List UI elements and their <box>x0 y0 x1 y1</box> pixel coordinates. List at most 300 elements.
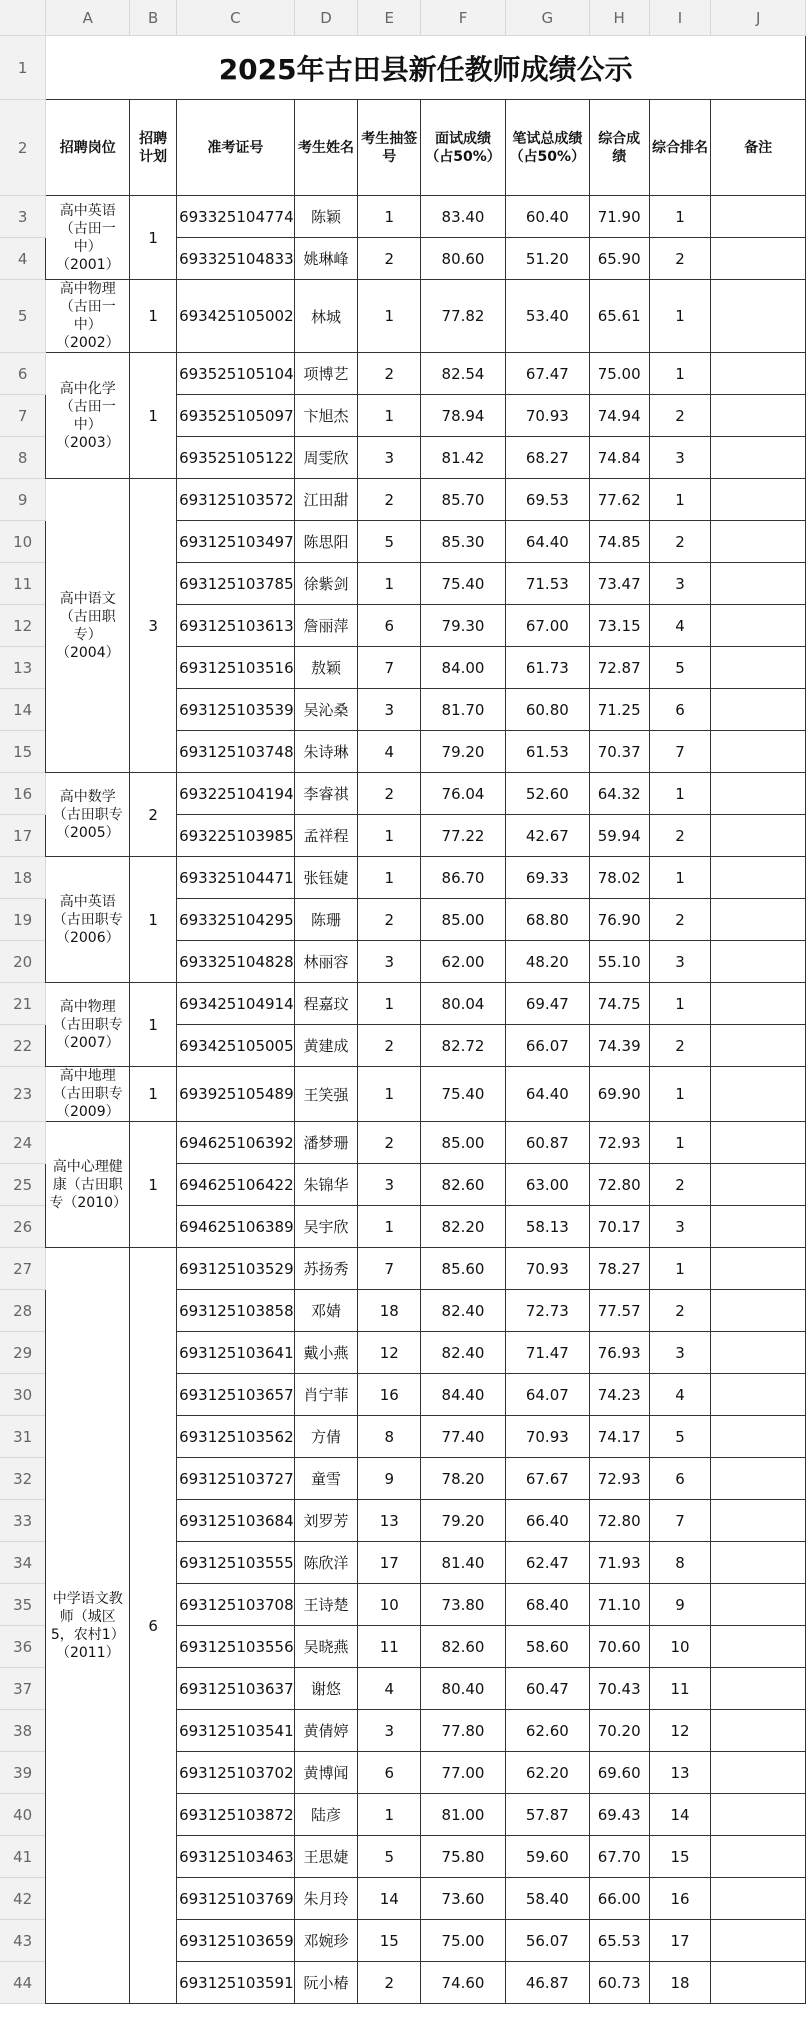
rank-cell[interactable]: 3 <box>649 1332 711 1374</box>
written-score-cell[interactable]: 67.67 <box>505 1458 589 1500</box>
note-cell[interactable] <box>711 605 806 647</box>
interview-score-cell[interactable]: 74.60 <box>421 1962 506 2004</box>
note-cell[interactable] <box>711 1626 806 1668</box>
note-cell[interactable] <box>711 731 806 773</box>
written-score-cell[interactable]: 60.47 <box>505 1668 589 1710</box>
interview-score-cell[interactable]: 75.40 <box>421 563 506 605</box>
row-header[interactable]: 4 <box>0 238 46 280</box>
name-cell[interactable]: 敖颖 <box>294 647 358 689</box>
written-score-cell[interactable]: 64.07 <box>505 1374 589 1416</box>
note-cell[interactable] <box>711 1836 806 1878</box>
draw-number-cell[interactable]: 7 <box>358 647 421 689</box>
rank-cell[interactable]: 5 <box>649 1416 711 1458</box>
row-header[interactable]: 28 <box>0 1290 46 1332</box>
name-cell[interactable]: 黄建成 <box>294 1025 358 1067</box>
total-score-cell[interactable]: 70.20 <box>589 1710 649 1752</box>
exam-id-cell[interactable]: 693125103539 <box>177 689 295 731</box>
exam-id-cell[interactable]: 693425104914 <box>177 983 295 1025</box>
exam-id-cell[interactable]: 693125103702 <box>177 1752 295 1794</box>
plan-cell[interactable]: 6 <box>130 1248 177 2004</box>
row-header[interactable]: 40 <box>0 1794 46 1836</box>
note-cell[interactable] <box>711 1374 806 1416</box>
exam-id-cell[interactable]: 693225104194 <box>177 773 295 815</box>
total-score-cell[interactable]: 76.93 <box>589 1332 649 1374</box>
note-cell[interactable] <box>711 563 806 605</box>
note-cell[interactable] <box>711 1164 806 1206</box>
written-score-cell[interactable]: 60.87 <box>505 1122 589 1164</box>
interview-score-cell[interactable]: 82.60 <box>421 1164 506 1206</box>
rank-cell[interactable]: 4 <box>649 1374 711 1416</box>
written-score-cell[interactable]: 66.40 <box>505 1500 589 1542</box>
rank-cell[interactable]: 6 <box>649 689 711 731</box>
rank-cell[interactable]: 2 <box>649 815 711 857</box>
exam-id-cell[interactable]: 693125103858 <box>177 1290 295 1332</box>
written-score-cell[interactable]: 66.07 <box>505 1025 589 1067</box>
exam-id-cell[interactable]: 693325104471 <box>177 857 295 899</box>
plan-cell[interactable]: 1 <box>130 196 177 280</box>
name-cell[interactable]: 詹丽萍 <box>294 605 358 647</box>
exam-id-cell[interactable]: 693125103708 <box>177 1584 295 1626</box>
interview-score-cell[interactable]: 85.00 <box>421 1122 506 1164</box>
draw-number-cell[interactable]: 1 <box>358 1067 421 1122</box>
rank-cell[interactable]: 1 <box>649 196 711 238</box>
exam-id-cell[interactable]: 693525105104 <box>177 353 295 395</box>
draw-number-cell[interactable]: 3 <box>358 437 421 479</box>
row-header[interactable]: 20 <box>0 941 46 983</box>
name-cell[interactable]: 潘梦珊 <box>294 1122 358 1164</box>
post-cell[interactable]: 高中物理（古田一中）（2002） <box>46 280 130 353</box>
post-cell[interactable]: 高中物理（古田职专（2007） <box>46 983 130 1067</box>
exam-id-cell[interactable]: 693125103684 <box>177 1500 295 1542</box>
total-score-cell[interactable]: 55.10 <box>589 941 649 983</box>
interview-score-cell[interactable]: 75.80 <box>421 1836 506 1878</box>
written-score-cell[interactable]: 67.47 <box>505 353 589 395</box>
exam-id-cell[interactable]: 693125103591 <box>177 1962 295 2004</box>
interview-score-cell[interactable]: 86.70 <box>421 857 506 899</box>
exam-id-cell[interactable]: 693125103659 <box>177 1920 295 1962</box>
name-cell[interactable]: 王思婕 <box>294 1836 358 1878</box>
draw-number-cell[interactable]: 2 <box>358 479 421 521</box>
name-cell[interactable]: 黄博闻 <box>294 1752 358 1794</box>
written-score-cell[interactable]: 62.47 <box>505 1542 589 1584</box>
written-score-cell[interactable]: 70.93 <box>505 395 589 437</box>
interview-score-cell[interactable]: 78.20 <box>421 1458 506 1500</box>
total-score-cell[interactable]: 72.80 <box>589 1164 649 1206</box>
rank-cell[interactable]: 1 <box>649 1067 711 1122</box>
rank-cell[interactable]: 9 <box>649 1584 711 1626</box>
name-cell[interactable]: 孟祥程 <box>294 815 358 857</box>
interview-score-cell[interactable]: 85.00 <box>421 899 506 941</box>
interview-score-cell[interactable]: 77.80 <box>421 1710 506 1752</box>
name-cell[interactable]: 吴晓燕 <box>294 1626 358 1668</box>
rank-cell[interactable]: 7 <box>649 731 711 773</box>
rank-cell[interactable]: 2 <box>649 899 711 941</box>
name-cell[interactable]: 吴宇欣 <box>294 1206 358 1248</box>
plan-cell[interactable]: 1 <box>130 1067 177 1122</box>
rank-cell[interactable]: 8 <box>649 1542 711 1584</box>
note-cell[interactable] <box>711 1067 806 1122</box>
written-score-cell[interactable]: 68.40 <box>505 1584 589 1626</box>
interview-score-cell[interactable]: 75.40 <box>421 1067 506 1122</box>
note-cell[interactable] <box>711 1878 806 1920</box>
column-header-e[interactable]: E <box>358 0 421 36</box>
total-score-cell[interactable]: 74.17 <box>589 1416 649 1458</box>
written-score-cell[interactable]: 69.33 <box>505 857 589 899</box>
row-header[interactable]: 27 <box>0 1248 46 1290</box>
interview-score-cell[interactable]: 83.40 <box>421 196 506 238</box>
row-header[interactable]: 31 <box>0 1416 46 1458</box>
draw-number-cell[interactable]: 4 <box>358 1668 421 1710</box>
written-score-cell[interactable]: 58.13 <box>505 1206 589 1248</box>
draw-number-cell[interactable]: 14 <box>358 1878 421 1920</box>
exam-id-cell[interactable]: 693225103985 <box>177 815 295 857</box>
row-header[interactable]: 16 <box>0 773 46 815</box>
name-cell[interactable]: 戴小燕 <box>294 1332 358 1374</box>
name-cell[interactable]: 张钰婕 <box>294 857 358 899</box>
rank-cell[interactable]: 7 <box>649 1500 711 1542</box>
name-cell[interactable]: 王诗楚 <box>294 1584 358 1626</box>
written-score-cell[interactable]: 68.80 <box>505 899 589 941</box>
interview-score-cell[interactable]: 73.80 <box>421 1584 506 1626</box>
row-header[interactable]: 12 <box>0 605 46 647</box>
total-score-cell[interactable]: 72.87 <box>589 647 649 689</box>
note-cell[interactable] <box>711 1710 806 1752</box>
note-cell[interactable] <box>711 689 806 731</box>
name-cell[interactable]: 陈思阳 <box>294 521 358 563</box>
draw-number-cell[interactable]: 5 <box>358 1836 421 1878</box>
exam-id-cell[interactable]: 693425105005 <box>177 1025 295 1067</box>
row-header[interactable]: 43 <box>0 1920 46 1962</box>
name-cell[interactable]: 徐紫剑 <box>294 563 358 605</box>
note-cell[interactable] <box>711 1752 806 1794</box>
name-cell[interactable]: 阮小椿 <box>294 1962 358 2004</box>
exam-id-cell[interactable]: 693125103613 <box>177 605 295 647</box>
exam-id-cell[interactable]: 693325104828 <box>177 941 295 983</box>
note-cell[interactable] <box>711 983 806 1025</box>
post-cell[interactable]: 高中化学（古田一中）（2003） <box>46 353 130 479</box>
name-cell[interactable]: 邓婧 <box>294 1290 358 1332</box>
name-cell[interactable]: 苏扬秀 <box>294 1248 358 1290</box>
exam-id-cell[interactable]: 693325104774 <box>177 196 295 238</box>
column-header-a[interactable]: A <box>46 0 130 36</box>
note-cell[interactable] <box>711 1962 806 2004</box>
total-score-cell[interactable]: 71.10 <box>589 1584 649 1626</box>
row-header[interactable]: 26 <box>0 1206 46 1248</box>
select-all-corner[interactable] <box>0 0 46 36</box>
rank-cell[interactable]: 1 <box>649 1248 711 1290</box>
note-cell[interactable] <box>711 353 806 395</box>
draw-number-cell[interactable]: 2 <box>358 353 421 395</box>
rank-cell[interactable]: 3 <box>649 563 711 605</box>
exam-id-cell[interactable]: 693125103497 <box>177 521 295 563</box>
column-header-b[interactable]: B <box>130 0 177 36</box>
total-score-cell[interactable]: 70.17 <box>589 1206 649 1248</box>
exam-id-cell[interactable]: 693425105002 <box>177 280 295 353</box>
name-cell[interactable]: 童雪 <box>294 1458 358 1500</box>
interview-score-cell[interactable]: 73.60 <box>421 1878 506 1920</box>
interview-score-cell[interactable]: 75.00 <box>421 1920 506 1962</box>
total-score-cell[interactable]: 75.00 <box>589 353 649 395</box>
rank-cell[interactable]: 2 <box>649 1025 711 1067</box>
column-header-d[interactable]: D <box>294 0 358 36</box>
rank-cell[interactable]: 12 <box>649 1710 711 1752</box>
row-header[interactable]: 37 <box>0 1668 46 1710</box>
total-score-cell[interactable]: 69.90 <box>589 1067 649 1122</box>
name-cell[interactable]: 程嘉玟 <box>294 983 358 1025</box>
total-score-cell[interactable]: 72.93 <box>589 1122 649 1164</box>
written-score-cell[interactable]: 58.60 <box>505 1626 589 1668</box>
column-header-j[interactable]: J <box>711 0 806 36</box>
interview-score-cell[interactable]: 76.04 <box>421 773 506 815</box>
written-score-cell[interactable]: 42.67 <box>505 815 589 857</box>
plan-cell[interactable]: 1 <box>130 353 177 479</box>
written-score-cell[interactable]: 60.80 <box>505 689 589 731</box>
interview-score-cell[interactable]: 81.42 <box>421 437 506 479</box>
column-title[interactable]: 综合排名 <box>649 100 711 196</box>
total-score-cell[interactable]: 73.15 <box>589 605 649 647</box>
note-cell[interactable] <box>711 647 806 689</box>
name-cell[interactable]: 黄倩婷 <box>294 1710 358 1752</box>
rank-cell[interactable]: 11 <box>649 1668 711 1710</box>
plan-cell[interactable]: 1 <box>130 983 177 1067</box>
written-score-cell[interactable]: 62.20 <box>505 1752 589 1794</box>
note-cell[interactable] <box>711 1920 806 1962</box>
exam-id-cell[interactable]: 694625106392 <box>177 1122 295 1164</box>
row-header[interactable]: 13 <box>0 647 46 689</box>
note-cell[interactable] <box>711 1542 806 1584</box>
name-cell[interactable]: 王笑强 <box>294 1067 358 1122</box>
rank-cell[interactable]: 4 <box>649 605 711 647</box>
exam-id-cell[interactable]: 693125103556 <box>177 1626 295 1668</box>
rank-cell[interactable]: 14 <box>649 1794 711 1836</box>
note-cell[interactable] <box>711 238 806 280</box>
exam-id-cell[interactable]: 693125103641 <box>177 1332 295 1374</box>
rank-cell[interactable]: 2 <box>649 1290 711 1332</box>
rank-cell[interactable]: 18 <box>649 1962 711 2004</box>
name-cell[interactable]: 陈欣洋 <box>294 1542 358 1584</box>
note-cell[interactable] <box>711 899 806 941</box>
draw-number-cell[interactable]: 2 <box>358 1962 421 2004</box>
name-cell[interactable]: 刘罗芳 <box>294 1500 358 1542</box>
interview-score-cell[interactable]: 84.40 <box>421 1374 506 1416</box>
draw-number-cell[interactable]: 12 <box>358 1332 421 1374</box>
rank-cell[interactable]: 2 <box>649 521 711 563</box>
exam-id-cell[interactable]: 693125103463 <box>177 1836 295 1878</box>
interview-score-cell[interactable]: 79.20 <box>421 1500 506 1542</box>
column-title[interactable]: 备注 <box>711 100 806 196</box>
written-score-cell[interactable]: 69.53 <box>505 479 589 521</box>
total-score-cell[interactable]: 70.43 <box>589 1668 649 1710</box>
exam-id-cell[interactable]: 693325104295 <box>177 899 295 941</box>
column-title[interactable]: 笔试总成绩（占50%） <box>505 100 589 196</box>
written-score-cell[interactable]: 56.07 <box>505 1920 589 1962</box>
plan-cell[interactable]: 2 <box>130 773 177 857</box>
interview-score-cell[interactable]: 62.00 <box>421 941 506 983</box>
written-score-cell[interactable]: 68.27 <box>505 437 589 479</box>
column-header-c[interactable]: C <box>177 0 295 36</box>
written-score-cell[interactable]: 71.53 <box>505 563 589 605</box>
draw-number-cell[interactable]: 11 <box>358 1626 421 1668</box>
post-cell[interactable]: 高中心理健康（古田职专（2010） <box>46 1122 130 1248</box>
interview-score-cell[interactable]: 85.70 <box>421 479 506 521</box>
total-score-cell[interactable]: 77.57 <box>589 1290 649 1332</box>
draw-number-cell[interactable]: 1 <box>358 857 421 899</box>
draw-number-cell[interactable]: 15 <box>358 1920 421 1962</box>
note-cell[interactable] <box>711 1122 806 1164</box>
exam-id-cell[interactable]: 693125103637 <box>177 1668 295 1710</box>
rank-cell[interactable]: 17 <box>649 1920 711 1962</box>
note-cell[interactable] <box>711 1458 806 1500</box>
note-cell[interactable] <box>711 1025 806 1067</box>
draw-number-cell[interactable]: 4 <box>358 731 421 773</box>
name-cell[interactable]: 吴沁桑 <box>294 689 358 731</box>
rank-cell[interactable]: 3 <box>649 437 711 479</box>
column-header-i[interactable]: I <box>649 0 711 36</box>
rank-cell[interactable]: 1 <box>649 773 711 815</box>
name-cell[interactable]: 陈珊 <box>294 899 358 941</box>
total-score-cell[interactable]: 69.60 <box>589 1752 649 1794</box>
name-cell[interactable]: 项博艺 <box>294 353 358 395</box>
draw-number-cell[interactable]: 16 <box>358 1374 421 1416</box>
row-header[interactable]: 10 <box>0 521 46 563</box>
column-title[interactable]: 招聘计划 <box>130 100 177 196</box>
exam-id-cell[interactable]: 693125103541 <box>177 1710 295 1752</box>
post-cell[interactable]: 高中语文（古田职专）（2004） <box>46 479 130 773</box>
draw-number-cell[interactable]: 2 <box>358 1025 421 1067</box>
written-score-cell[interactable]: 59.60 <box>505 1836 589 1878</box>
total-score-cell[interactable]: 76.90 <box>589 899 649 941</box>
row-header[interactable]: 17 <box>0 815 46 857</box>
draw-number-cell[interactable]: 1 <box>358 983 421 1025</box>
row-header[interactable]: 1 <box>0 36 46 100</box>
row-header[interactable]: 23 <box>0 1067 46 1122</box>
total-score-cell[interactable]: 71.25 <box>589 689 649 731</box>
draw-number-cell[interactable]: 6 <box>358 1752 421 1794</box>
draw-number-cell[interactable]: 1 <box>358 1794 421 1836</box>
rank-cell[interactable]: 2 <box>649 395 711 437</box>
row-header[interactable]: 6 <box>0 353 46 395</box>
note-cell[interactable] <box>711 1794 806 1836</box>
row-header[interactable]: 14 <box>0 689 46 731</box>
note-cell[interactable] <box>711 1206 806 1248</box>
exam-id-cell[interactable]: 693125103529 <box>177 1248 295 1290</box>
draw-number-cell[interactable]: 1 <box>358 563 421 605</box>
note-cell[interactable] <box>711 1500 806 1542</box>
draw-number-cell[interactable]: 8 <box>358 1416 421 1458</box>
post-cell[interactable]: 高中英语（古田一中）（2001） <box>46 196 130 280</box>
interview-score-cell[interactable]: 81.70 <box>421 689 506 731</box>
total-score-cell[interactable]: 74.94 <box>589 395 649 437</box>
total-score-cell[interactable]: 65.53 <box>589 1920 649 1962</box>
row-header[interactable]: 8 <box>0 437 46 479</box>
note-cell[interactable] <box>711 437 806 479</box>
exam-id-cell[interactable]: 693125103562 <box>177 1416 295 1458</box>
note-cell[interactable] <box>711 1248 806 1290</box>
written-score-cell[interactable]: 51.20 <box>505 238 589 280</box>
row-header[interactable]: 7 <box>0 395 46 437</box>
total-score-cell[interactable]: 72.80 <box>589 1500 649 1542</box>
note-cell[interactable] <box>711 479 806 521</box>
name-cell[interactable]: 朱锦华 <box>294 1164 358 1206</box>
written-score-cell[interactable]: 72.73 <box>505 1290 589 1332</box>
row-header[interactable]: 33 <box>0 1500 46 1542</box>
interview-score-cell[interactable]: 85.30 <box>421 521 506 563</box>
interview-score-cell[interactable]: 77.22 <box>421 815 506 857</box>
row-header[interactable]: 9 <box>0 479 46 521</box>
draw-number-cell[interactable]: 9 <box>358 1458 421 1500</box>
interview-score-cell[interactable]: 80.04 <box>421 983 506 1025</box>
total-score-cell[interactable]: 74.23 <box>589 1374 649 1416</box>
written-score-cell[interactable]: 53.40 <box>505 280 589 353</box>
exam-id-cell[interactable]: 693525105097 <box>177 395 295 437</box>
total-score-cell[interactable]: 66.00 <box>589 1878 649 1920</box>
draw-number-cell[interactable]: 13 <box>358 1500 421 1542</box>
interview-score-cell[interactable]: 77.40 <box>421 1416 506 1458</box>
row-header[interactable]: 5 <box>0 280 46 353</box>
name-cell[interactable]: 谢悠 <box>294 1668 358 1710</box>
total-score-cell[interactable]: 70.60 <box>589 1626 649 1668</box>
row-header[interactable]: 39 <box>0 1752 46 1794</box>
written-score-cell[interactable]: 70.93 <box>505 1416 589 1458</box>
interview-score-cell[interactable]: 85.60 <box>421 1248 506 1290</box>
total-score-cell[interactable]: 65.61 <box>589 280 649 353</box>
rank-cell[interactable]: 1 <box>649 280 711 353</box>
name-cell[interactable]: 邓婉珍 <box>294 1920 358 1962</box>
total-score-cell[interactable]: 71.93 <box>589 1542 649 1584</box>
total-score-cell[interactable]: 78.27 <box>589 1248 649 1290</box>
row-header[interactable]: 32 <box>0 1458 46 1500</box>
column-title[interactable]: 面试成绩（占50%） <box>421 100 506 196</box>
rank-cell[interactable]: 2 <box>649 1164 711 1206</box>
name-cell[interactable]: 陆彦 <box>294 1794 358 1836</box>
total-score-cell[interactable]: 71.90 <box>589 196 649 238</box>
total-score-cell[interactable]: 74.39 <box>589 1025 649 1067</box>
written-score-cell[interactable]: 46.87 <box>505 1962 589 2004</box>
plan-cell[interactable]: 3 <box>130 479 177 773</box>
written-score-cell[interactable]: 61.73 <box>505 647 589 689</box>
note-cell[interactable] <box>711 521 806 563</box>
written-score-cell[interactable]: 57.87 <box>505 1794 589 1836</box>
draw-number-cell[interactable]: 1 <box>358 280 421 353</box>
rank-cell[interactable]: 16 <box>649 1878 711 1920</box>
exam-id-cell[interactable]: 693125103555 <box>177 1542 295 1584</box>
total-score-cell[interactable]: 69.43 <box>589 1794 649 1836</box>
interview-score-cell[interactable]: 77.82 <box>421 280 506 353</box>
rank-cell[interactable]: 2 <box>649 238 711 280</box>
written-score-cell[interactable]: 61.53 <box>505 731 589 773</box>
interview-score-cell[interactable]: 81.40 <box>421 1542 506 1584</box>
row-header[interactable]: 25 <box>0 1164 46 1206</box>
row-header[interactable]: 29 <box>0 1332 46 1374</box>
total-score-cell[interactable]: 73.47 <box>589 563 649 605</box>
name-cell[interactable]: 周雯欣 <box>294 437 358 479</box>
draw-number-cell[interactable]: 2 <box>358 238 421 280</box>
interview-score-cell[interactable]: 82.60 <box>421 1626 506 1668</box>
plan-cell[interactable]: 1 <box>130 280 177 353</box>
total-score-cell[interactable]: 70.37 <box>589 731 649 773</box>
rank-cell[interactable]: 3 <box>649 941 711 983</box>
written-score-cell[interactable]: 64.40 <box>505 1067 589 1122</box>
column-title[interactable]: 准考证号 <box>177 100 295 196</box>
name-cell[interactable]: 林城 <box>294 280 358 353</box>
exam-id-cell[interactable]: 693125103657 <box>177 1374 295 1416</box>
note-cell[interactable] <box>711 395 806 437</box>
total-score-cell[interactable]: 64.32 <box>589 773 649 815</box>
rank-cell[interactable]: 15 <box>649 1836 711 1878</box>
rank-cell[interactable]: 13 <box>649 1752 711 1794</box>
written-score-cell[interactable]: 70.93 <box>505 1248 589 1290</box>
total-score-cell[interactable]: 74.84 <box>589 437 649 479</box>
